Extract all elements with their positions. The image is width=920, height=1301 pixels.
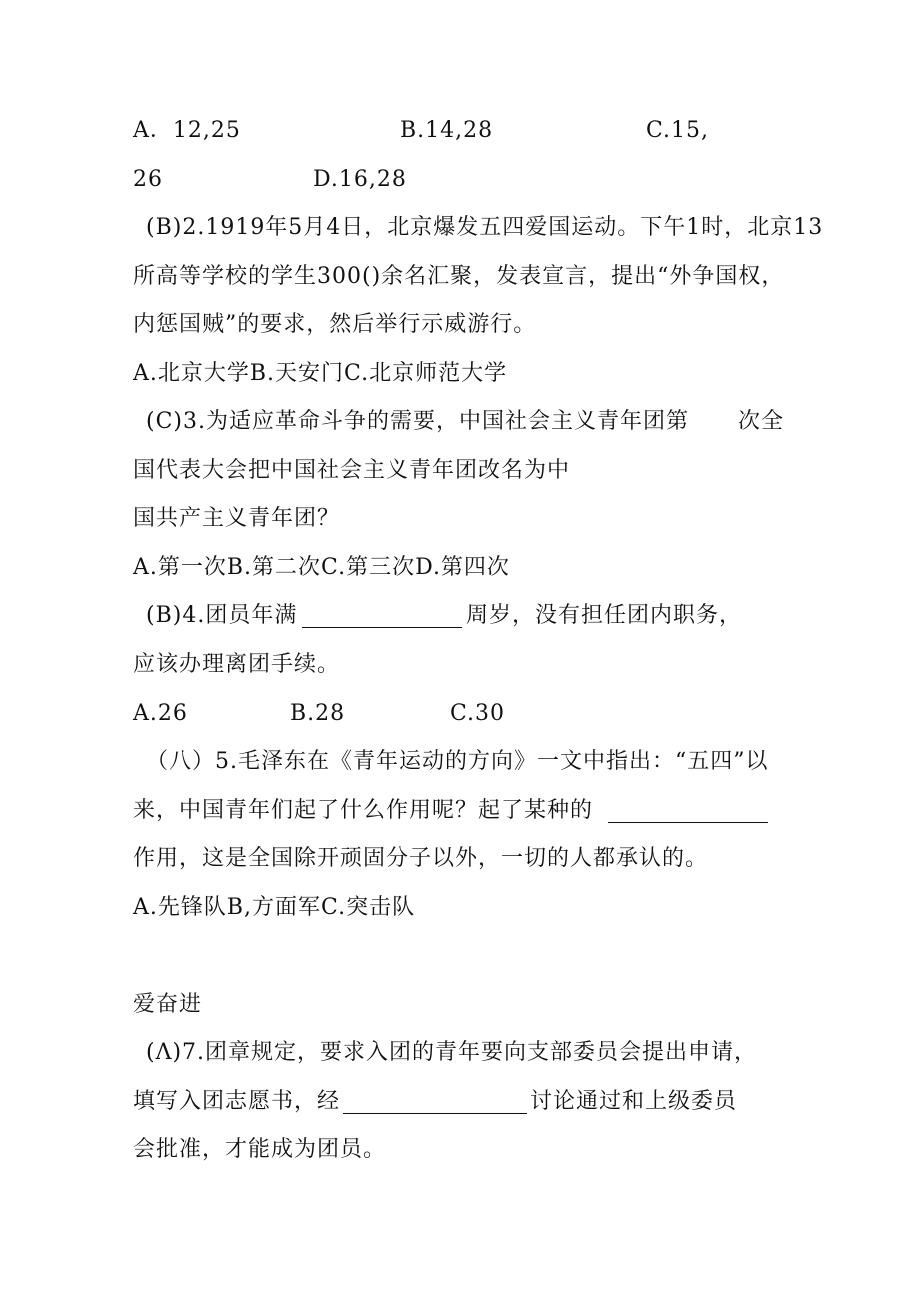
q4-line-1-start: (B)4.团员年满	[146, 603, 298, 628]
q7-line-2-end: 讨论通过和上级委员	[530, 1089, 738, 1114]
q3-line-2: 国代表大会把中国社会主义青年团改名为中	[133, 458, 571, 483]
q2-options: A.北京大学B.天安门C.北京师范大学	[133, 361, 508, 386]
section-heading-text: 爱奋进	[133, 992, 203, 1017]
q1-option-a: A．12,25	[133, 118, 241, 143]
q5-line-3: 作用，这是全国除开顽固分子以外，一切的人都承认的。	[133, 846, 709, 871]
q3-options: A.第一次B.第二次C.第三次D.第四次	[133, 555, 510, 580]
q7-line-2-start: 填写入团志愿书，经	[133, 1089, 341, 1114]
q1-option-d: D.16,28	[313, 167, 407, 192]
q2-line-1: (B)2.1919年5月4日，北京爆发五四爱国运动。下午1时，北京13	[146, 215, 824, 240]
q4-option-c: C.30	[450, 701, 506, 726]
q3-line-3: 国共产主义青年团？	[133, 506, 341, 531]
q2-line-2: 所高等学校的学生300()余名汇聚，发表宣言，提出“外争国权，	[133, 264, 785, 289]
q1-option-c: C.15,	[646, 118, 710, 143]
q5-fill-blank	[608, 800, 768, 823]
q3-line-1-start: (C)3.为适应革命斗争的需要，中国社会主义青年团第	[146, 409, 689, 434]
q5-line-1: （八）5.毛泽东在《青年运动的方向》一文中指出：“五四”以	[146, 749, 769, 774]
q1-option-b: B.14,28	[400, 118, 494, 143]
q4-option-a: A.26	[133, 701, 188, 726]
q5-line-2-start: 来，中国青年们起了什么作用呢？起了某种的	[133, 798, 594, 823]
q5-options: A.先锋队B,方面军C.突击队	[133, 895, 416, 920]
q4-fill-blank	[302, 605, 462, 628]
q7-fill-blank	[343, 1091, 527, 1114]
q4-line-1-end: 周岁，没有担任团内职务，	[466, 603, 743, 628]
q7-line-1: (Λ)7.团章规定，要求入团的青年要向支部委员会提出申请，	[146, 1040, 758, 1065]
q4-line-2: 应该办理离团手续。	[133, 652, 341, 677]
q1-option-c-continued: 26	[133, 167, 163, 192]
q4-option-b: B.28	[290, 701, 346, 726]
q7-line-3: 会批准，才能成为团员。	[133, 1137, 387, 1162]
q3-line-1-end: 次全	[738, 409, 785, 434]
q2-line-3: 内惩国贼”的要求，然后举行示威游行。	[133, 312, 537, 337]
